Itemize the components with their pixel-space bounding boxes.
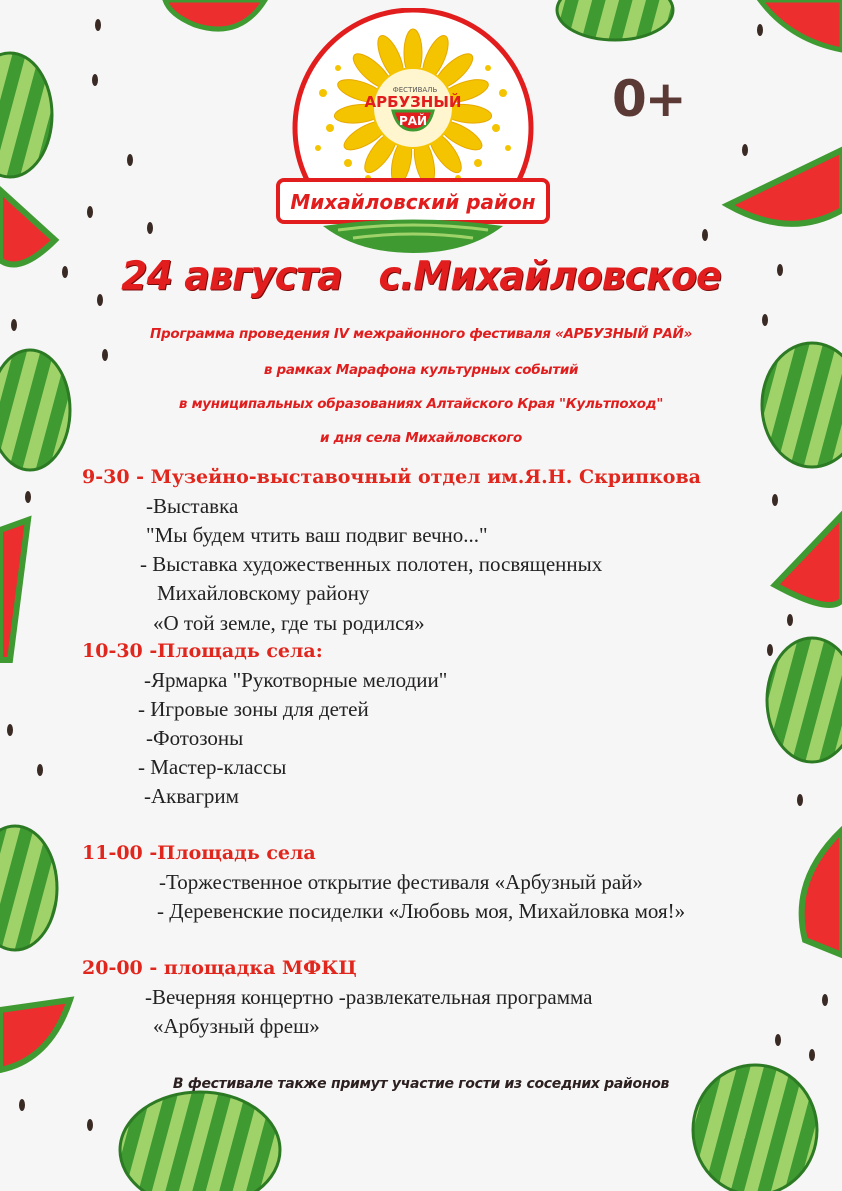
list-item: - Деревенские посиделки «Любовь моя, Михайловка моя!»	[157, 899, 686, 923]
block-time: 10-30	[82, 640, 150, 662]
block-place: - площадка МФКЦ	[149, 957, 357, 979]
list-item: -Вечерняя концертно -развлекательная программа	[145, 985, 593, 1009]
block-time: 20-00	[82, 957, 150, 979]
subtitle-line-4: и дня села Михайловского	[319, 430, 523, 446]
program-block-2	[82, 640, 323, 662]
subtitle-line-2: в рамках Марафона культурных событий	[263, 362, 579, 378]
list-item: - Выставка художественных полотен, посвященных	[140, 552, 603, 576]
program-block-3	[82, 842, 316, 864]
list-item: -Торжественное открытие фестиваля «Арбузный рай»	[159, 870, 643, 894]
subtitle-line-1: Программа проведения IV межрайонного фестиваля «АРБУЗНЫЙ РАЙ»	[150, 326, 692, 342]
footer-note: В фестивале также примут участие гости из соседних районов	[172, 1076, 670, 1092]
block-time: 9-30 -	[82, 466, 151, 488]
age-rating: 0+	[612, 70, 685, 128]
logo-festival-word: ФЕСТИВАЛЬ	[392, 86, 438, 94]
logo-district: Михайловский район	[290, 190, 536, 214]
list-item: "Мы будем чтить ваш подвиг вечно..."	[146, 523, 488, 547]
list-item: - Мастер-классы	[138, 755, 287, 779]
list-item: -Ярмарка "Рукотворные мелодии"	[144, 668, 448, 692]
program-block-4	[82, 957, 357, 979]
list-item: - Игровые зоны для детей	[138, 697, 369, 721]
block-place: -Площадь села:	[149, 640, 323, 662]
list-item: -Фотозоны	[146, 726, 244, 750]
list-item: «О той земле, где ты родился»	[153, 611, 425, 635]
subtitle-line-3: в муниципальных образованиях Алтайского Края "Культпоход"	[178, 396, 664, 412]
event-place: с.Михайловское	[378, 252, 721, 300]
block-place: -Площадь села	[149, 842, 316, 864]
list-item: -Выставка	[146, 494, 239, 518]
event-date: 24 августа	[121, 252, 342, 300]
festival-logo	[268, 8, 558, 258]
list-item: «Арбузный фреш»	[153, 1014, 320, 1038]
program-block-1	[82, 466, 701, 488]
block-place: Музейно-выставочный отдел им.Я.Н. Скрипкова	[150, 466, 701, 488]
event-date-place	[0, 253, 842, 299]
list-item: -Аквагрим	[144, 784, 239, 808]
logo-name-line1: АРБУЗНЫЙ	[364, 93, 462, 111]
sunflower-logo-icon	[268, 8, 558, 258]
list-item: Михайловскому району	[157, 581, 370, 605]
block-time: 11-00	[82, 842, 150, 864]
logo-name-line2: РАЙ	[398, 114, 428, 128]
